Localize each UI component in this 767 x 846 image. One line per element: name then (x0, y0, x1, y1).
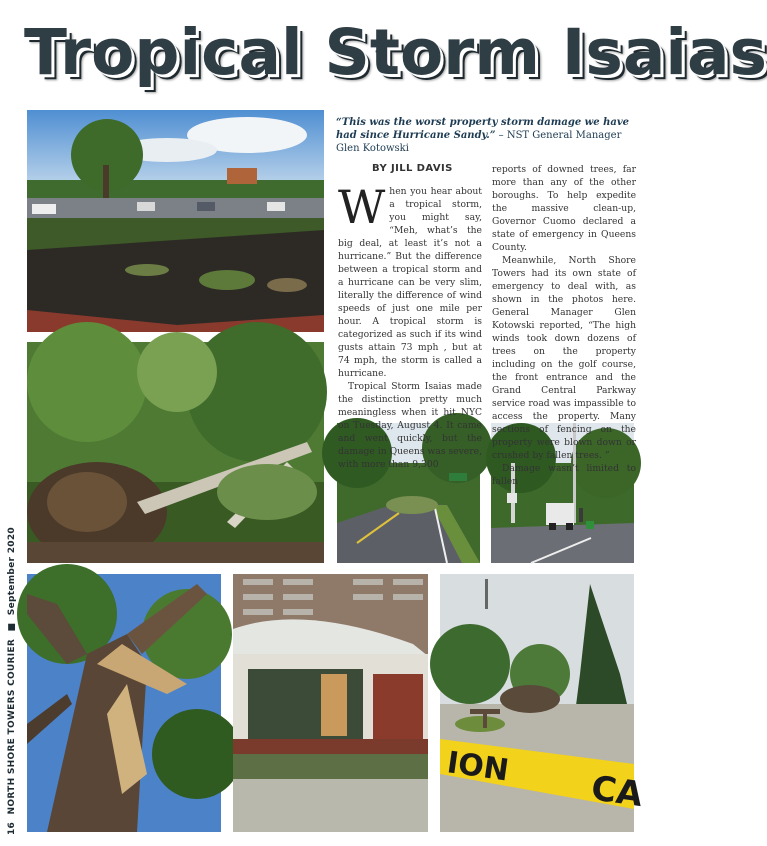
dropcap: W (338, 180, 386, 234)
folio-separator: ■ (7, 622, 17, 632)
article-column-2 (492, 163, 636, 488)
parking-lot-photo (27, 110, 324, 332)
byline: BY JILL DAVIS (372, 163, 453, 174)
article-column-1 (338, 180, 482, 471)
page-title: Tropical Storm Isaias (24, 16, 767, 89)
pull-quote (336, 116, 636, 155)
article-paragraph-3: reports of downed trees, far more than any of the other boroughs. To help expedite the massive clean-up, Governor Cuomo declared a state of emergency in Queens County. (492, 164, 636, 253)
pull-quote-attribution: – NST General Manager Glen Kotowski (336, 130, 622, 154)
pull-quote-text: “This was the worst property storm damage we have had since Hurricane Sandy.” (336, 117, 630, 141)
split-trunk-photo (27, 574, 221, 832)
page-number: 16 (7, 821, 17, 835)
article-paragraph-4: Meanwhile, North Shore Towers had its own state of emergency to deal with, as shown in the photos here. General Manager Glen Kotowski reported, “The high winds took down dozens of trees on the property including on the golf course, the front entrance and the Grand Central Parkway service road was impassible to access the property. Many sections of fencing on the property were blown down or crushed by fallen trees. ” (492, 255, 636, 461)
boarded-window-photo (233, 574, 428, 832)
fallen-tree-photo (27, 342, 324, 563)
issue-date: September 2020 (7, 527, 17, 616)
folio (0, 527, 17, 845)
svg-text:CA: CA (588, 768, 646, 816)
caution-tape-photo (440, 574, 646, 832)
article-paragraph-2: Tropical Storm Isaias made the distinction pretty much meaningless when it hit NYC on Tuesday, August 4. It came and went quickly, but the damage in Queens was severe, with more than 9,300 (338, 381, 482, 470)
article-paragraph-1 (338, 180, 482, 380)
svg-text:ION: ION (444, 745, 511, 789)
article-paragraph-1-text: hen you hear about a tropical storm, you might say, “Meh, what’s the big deal, at least it’s not a hurricane.” But the difference between a tropical storm and a hurricane can be very slim, literally the difference of wind speeds of just one mile per hour. A tropical storm is categorized as such if its wind gusts attain 73 mph , but at 74 mph, the storm is called a hurricane. (338, 186, 482, 379)
publication-name: NORTH SHORE TOWERS COURIER (7, 638, 17, 815)
article-paragraph-5: Damage wasn’t limited to fallen (492, 463, 636, 487)
